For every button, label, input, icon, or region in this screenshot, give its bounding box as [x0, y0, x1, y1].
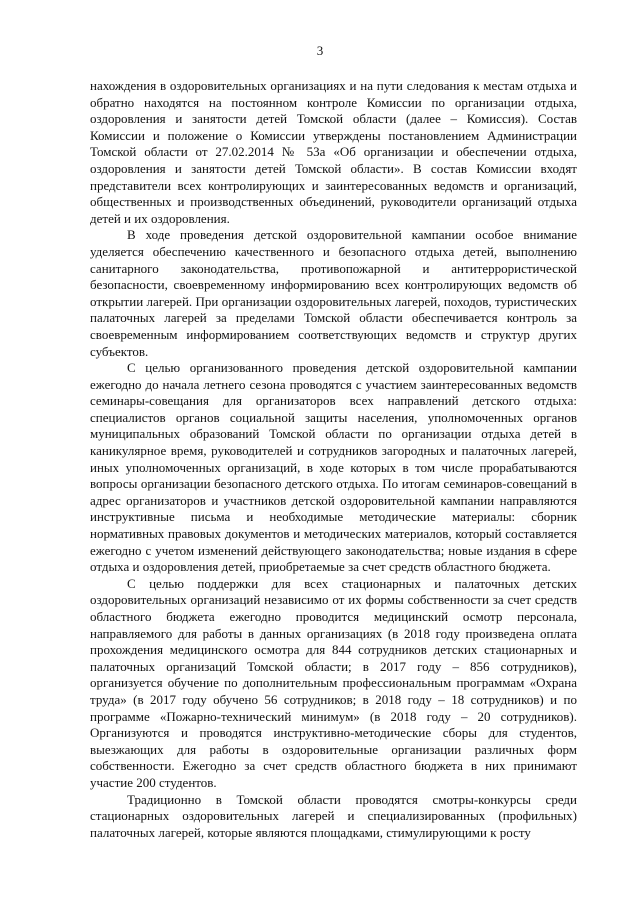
- document-body: [90, 78, 577, 841]
- paragraph: С целью организованного проведения детской оздоровительной кампании ежегодно до начала летнего сезона проводятся с участием заинтересованных ведомств семинары-совещания для организаторов всех направлений детского отдыха: специалистов органов социальной защиты населения, уполномоченных органов муниципальных образований Томской области по организации отдыха детей в каникулярное время, руководителей и сотрудников загородных и палаточных лагерей, иных уполномоченных организаций, в ходе которых в том числе прорабатываются вопросы организации безопасного детского отдыха. По итогам семинаров-совещаний в адрес организаторов и участников детской оздоровительной кампании направляются инструктивные письма и необходимые методические материалы: сборник нормативных правовых документов и методических материалов, который составляется ежегодно с учетом изменений действующего законодательства; новые издания в сфере отдыха и оздоровления детей, приобретаемые за счет средств областного бюджета.: [90, 360, 577, 575]
- paragraph: В ходе проведения детской оздоровительной кампании особое внимание уделяется обеспечению качественного и безопасного отдыха детей, выполнению санитарного законодательства, противопожарной и антитеррористической безопасности, своевременному информированию всех контролирующих ведомств об открытии лагерей. При организации оздоровительных лагерей, походов, туристических палаточных лагерей за пределами Томской области обеспечивается контроль за своевременным информированием соответствующих ведомств и структур других субъектов.: [90, 227, 577, 359]
- paragraph: нахождения в оздоровительных организациях и на пути следования к местам отдыха и обратно находятся на постоянном контроле Комиссии по организации отдыха, оздоровления и занятости детей Томской области (далее – Комиссия). Состав Комиссии и положение о Комиссии утверждены постановлением Администрации Томской области от 27.02.2014 № 53а «Об организации и обеспечении отдыха, оздоровления и занятости детей Томской области». В состав Комиссии входят представители всех контролирующих и заинтересованных ведомств и организаций, общественных и производственных объединений, руководители организаций отдыха детей и их оздоровления.: [90, 78, 577, 226]
- paragraph: С целью поддержки для всех стационарных и палаточных детских оздоровительных организаций независимо от их формы собственности за счет средств областного бюджета ежегодно проводится медицинский осмотр персонала, направляемого для работы в данных организациях (в 2018 году произведена оплата прохождения медицинского осмотра для 844 сотрудников детских стационарных и палаточных организаций Томской области; в 2017 году – 856 сотрудников), организуется обучение по дополнительным профессиональным программам «Охрана труда» (в 2017 году обучено 56 сотрудников; в 2018 году – 18 сотрудников) и по программе «Пожарно-технический минимум» (в 2018 году – 20 сотрудников). Организуются и проводятся инструктивно-методические сборы для студентов, выезжающих для работы в оздоровительные организации различных форм собственности. Ежегодно за счет средств областного бюджета в них принимают участие 200 студентов.: [90, 575, 577, 790]
- paragraph: Традиционно в Томской области проводятся смотры-конкурсы среди стационарных оздоровительных лагерей и специализированных (профильных) палаточных лагерей, которые являются площадками, стимулирующими к росту: [90, 791, 577, 840]
- page-number: 3: [316, 43, 324, 58]
